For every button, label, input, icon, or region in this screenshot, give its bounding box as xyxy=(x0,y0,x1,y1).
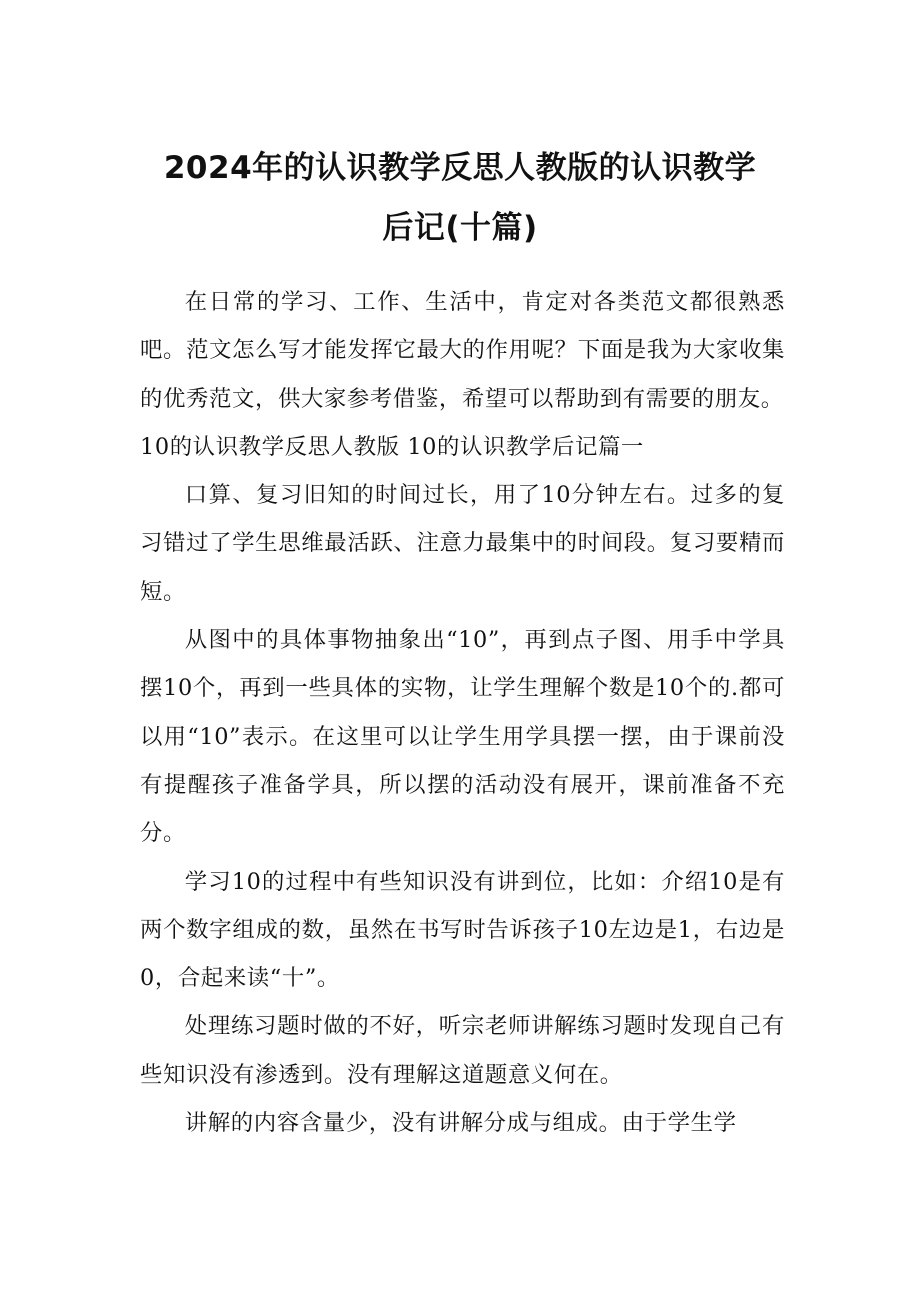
body-paragraph-3: 学习10的过程中有些知识没有讲到位，比如：介绍10是有两个数字组成的数，虽然在书写时告诉孩子10左边是1，右边是0，合起来读“十”。 xyxy=(140,868,785,992)
document-title xyxy=(130,138,790,258)
document-body xyxy=(140,278,785,1147)
section-heading: 10的认识教学反思人教版 10的认识教学后记篇一 xyxy=(140,433,644,460)
title-line-1: 2024年的认识教学反思人教版的认识教学 xyxy=(163,150,757,186)
body-paragraph-1: 口算、复习旧知的时间过长，用了10分钟左右。过多的复习错过了学生思维最活跃、注意力最集中的时间段。复习要精而短。 xyxy=(140,482,785,605)
body-paragraph-5: 讲解的内容含量少，没有讲解分成与组成。由于学生学 xyxy=(184,1110,737,1137)
body-paragraph-4: 处理练习题时做的不好，听宗老师讲解练习题时发现自己有些知识没有渗透到。没有理解这道题意义何在。 xyxy=(140,1013,785,1088)
title-line-2: 后记(十篇) xyxy=(382,210,538,246)
intro-paragraph: 在日常的学习、工作、生活中，肯定对各类范文都很熟悉吧。范文怎么写才能发挥它最大的作用呢？下面是我为大家收集的优秀范文，供大家参考借鉴，希望可以帮助到有需要的朋友。 xyxy=(140,289,785,412)
body-paragraph-2: 从图中的具体事物抽象出“10”，再到点子图、用手中学具摆10个，再到一些具体的实物，让学生理解个数是10个的.都可以用“10”表示。在这里可以让学生用学具摆一摆，由于课前没有提醒孩子准备学具，所以摆的活动没有展开，课前准备不充分。 xyxy=(140,627,785,847)
